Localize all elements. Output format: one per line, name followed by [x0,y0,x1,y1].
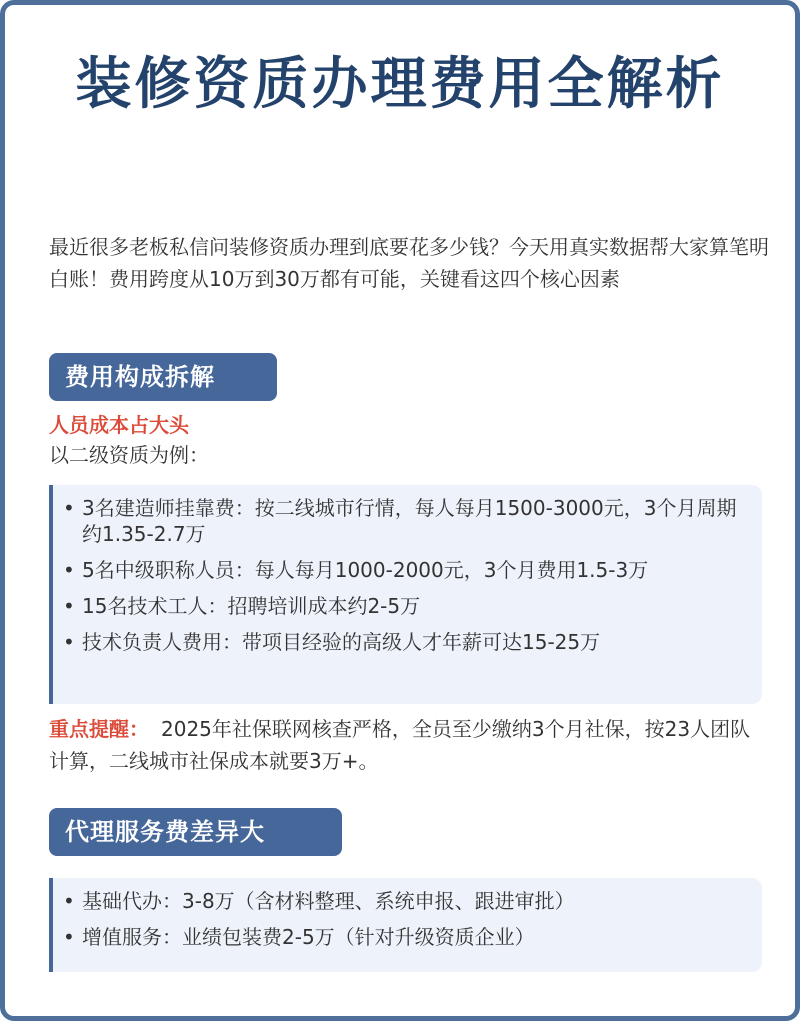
bullet-icon: • [63,594,75,618]
section-tag-cost-breakdown: 费用构成拆解 [49,353,277,401]
list-item [63,888,750,914]
bullet-icon: • [63,496,75,520]
cost-list-box [49,485,762,704]
list-item-text: 增值服务：业绩包装费2-5万（针对升级资质企业） [82,925,535,949]
bullet-icon: • [63,558,75,582]
example-note: 以二级资质为例： [49,443,209,467]
bullet-icon: • [63,925,75,949]
list-item [63,924,750,950]
agency-list-box [49,878,762,972]
page-title: 装修资质办理费用全解析 [75,52,725,117]
agency-list [63,888,750,950]
cost-list [63,495,750,655]
list-item [63,557,750,583]
tip-paragraph [49,713,769,777]
list-item-text: 基础代办：3-8万（含材料整理、系统申报、跟进审批） [82,889,575,913]
list-item-text: 15名技术工人：招聘培训成本约2-5万 [82,594,421,618]
list-item-text: 5名中级职称人员：每人每月1000-2000元，3个月费用1.5-3万 [82,558,649,582]
list-item [63,629,750,655]
bullet-icon: • [63,889,75,913]
list-item-text: 3名建造师挂靠费：按二线城市行情，每人每月1500-3000元，3个月周期约1.35-2.7万 [82,496,737,546]
list-item [63,495,750,547]
tip-label: 重点提醒： [49,717,149,741]
intro-paragraph: 最近很多老板私信问装修资质办理到底要花多少钱？今天用真实数据帮大家算笔明白账！费用跨度从10万到30万都有可能，关键看这四个核心因素 [49,235,769,291]
section-tag-agency-fee: 代理服务费差异大 [49,808,342,856]
highlight-staff-cost: 人员成本占大头 [49,413,189,437]
bullet-icon: • [63,630,75,654]
list-item-text: 技术负责人费用：带项目经验的高级人才年薪可达15-25万 [82,630,601,654]
list-item [63,593,750,619]
tip-text: 2025年社保联网核查严格，全员至少缴纳3个月社保，按23人团队计算，二线城市社保成本就要3万+。 [49,717,751,773]
